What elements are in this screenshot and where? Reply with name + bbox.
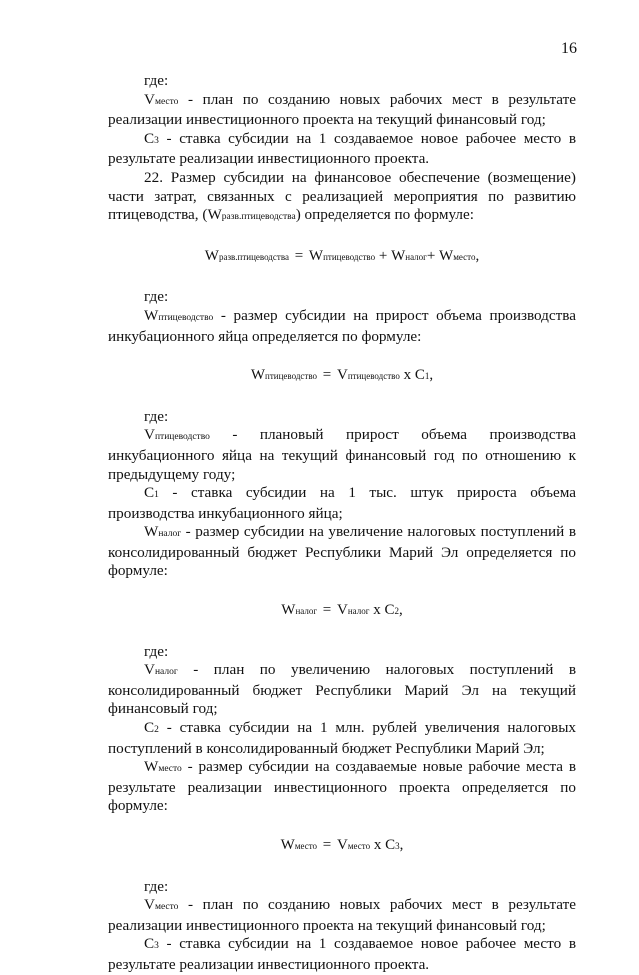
formula-term: W (281, 602, 296, 619)
formula-subscript: птицеводство (347, 371, 400, 382)
symbol-subscript: птицеводство (154, 432, 210, 443)
formula-subscript: 1 (424, 371, 430, 382)
symbol: C (144, 484, 155, 502)
symbol: V (144, 90, 155, 108)
formula-punct: , (429, 367, 434, 384)
formula-subscript: место (453, 251, 476, 262)
formula-operator: = (319, 367, 336, 384)
formula-term: V (337, 367, 348, 384)
definition-text: - ставка субсидии на 1 создаваемое новое рабочее место в результате реализации инвестиционного проекта. (108, 935, 576, 973)
definition-v-mesto-2 (108, 896, 576, 935)
symbol-subscript: налог (158, 529, 182, 540)
symbol-subscript: птицеводство (158, 312, 214, 323)
formula-subscript: птицеводство (323, 251, 376, 262)
definition-w-ptitsevodstvo (108, 307, 576, 346)
formula-operator: x (369, 602, 385, 619)
symbol: W (144, 758, 159, 776)
formula-operator: x (370, 837, 386, 853)
where-label: где: (144, 72, 169, 89)
formula-term: C (384, 602, 395, 619)
definition-c3 (108, 130, 576, 169)
formula-operator: x (399, 367, 415, 384)
formula-term: W (204, 247, 219, 264)
definition-w-mesto (108, 758, 576, 816)
symbol: C (144, 129, 155, 147)
formula-operator: + (375, 247, 392, 264)
formula-term: C (414, 367, 425, 384)
symbol-subscript: 1 (154, 490, 159, 501)
symbol: V (144, 896, 155, 914)
formula-term: V (337, 837, 348, 853)
formula-operator: = (319, 602, 336, 619)
formula-subscript: разв.птицеводства (218, 251, 289, 262)
symbol-subscript: налог (154, 667, 178, 678)
formula-operator: = (319, 837, 336, 853)
clause-22 (108, 169, 576, 227)
formula-w-ptitsevodstvo (108, 366, 576, 386)
symbol: C (144, 719, 155, 737)
symbol-subscript: место (154, 902, 179, 913)
definition-c2 (108, 719, 576, 758)
formula-subscript: место (294, 841, 318, 851)
document-body (108, 72, 576, 975)
formula-term: C (385, 837, 396, 853)
symbol-subscript: разв.птицеводства (221, 212, 296, 223)
where-label: где: (144, 877, 169, 895)
definition-text: - ставка субсидии на 1 создаваемое новое рабочее место в результате реализации инвестиционного проекта. (108, 129, 576, 168)
definition-w-nalog (108, 523, 576, 581)
definition-text: - план по увеличению налоговых поступлений в консолидированный бюджет Республики Марий Эл на текущий финансовый год; (108, 661, 576, 718)
definition-v-ptitsevodstvo (108, 426, 576, 484)
formula-w-nalog (108, 601, 576, 621)
formula-subscript: 2 (394, 606, 399, 617)
formula-operator: = (290, 247, 307, 264)
formula-subscript: налог (295, 606, 318, 617)
symbol: W (144, 523, 159, 541)
definition-text: - размер субсидии на увеличение налоговых поступлений в консолидированный бюджет Республики Марий Эл определяется по формуле: (108, 523, 576, 580)
definition-text: - плановый прирост объема производства инкубационного яйца на текущий финансовый год по отношению к предыдущему году; (108, 426, 576, 483)
definition-text: - ставка субсидии на 1 тыс. штук прироста объема производства инкубационного яйца; (108, 484, 576, 522)
where-label: где: (144, 407, 169, 425)
formula-w-mesto (108, 836, 576, 856)
clause-text: ) определяется по формуле: (295, 206, 474, 224)
where-label: где: (144, 288, 169, 306)
formula-term: W (250, 367, 266, 384)
definition-text: - план по созданию новых рабочих мест в результате реализации инвестиционного проекта на текущий финансовый год; (108, 90, 576, 129)
symbol-subscript: место (154, 96, 179, 107)
page-number: 16 (561, 40, 577, 57)
symbol: V (144, 426, 155, 444)
symbol-subscript: 3 (154, 135, 159, 146)
formula-term: V (337, 602, 348, 619)
formula-subscript: налог (405, 251, 427, 262)
definition-text: - план по созданию новых рабочих мест в результате реализации инвестиционного проекта на текущий финансовый год; (108, 896, 576, 934)
definition-v-mesto (108, 91, 576, 130)
formula-punct: , (475, 247, 480, 264)
formula-term: W (308, 247, 324, 264)
formula-operator: + (426, 247, 440, 264)
definition-v-nalog (108, 661, 576, 719)
where-label: где: (144, 642, 169, 660)
symbol: W (144, 306, 159, 324)
definition-text: - ставка субсидии на 1 млн. рублей увеличения налоговых поступлений в консолидированный бюджет Республики Марий Эл; (108, 719, 576, 757)
formula-term: W (280, 837, 295, 853)
clause-text: 22. Размер субсидии на финансовое обеспечение (возмещение) части затрат, связанных с реализацией мероприятия по развитию птицеводства, (W (108, 168, 576, 224)
symbol: V (144, 661, 155, 679)
formula-subscript: 3 (395, 841, 400, 851)
symbol-subscript: 2 (154, 725, 159, 736)
definition-text: - размер субсидии на создаваемые новые рабочие места в результате реализации инвестиционного проекта определяется по формуле: (108, 758, 576, 815)
formula-punct: , (399, 837, 404, 853)
formula-term: W (391, 247, 406, 264)
symbol-subscript: 3 (154, 941, 159, 952)
definition-c3-2 (108, 935, 576, 974)
formula-punct: , (398, 602, 403, 619)
formula-w-razv (108, 247, 576, 267)
symbol-subscript: место (158, 764, 182, 775)
formula-subscript: место (347, 841, 371, 851)
definition-text: - размер субсидии на прирост объема производства инкубационного яйца определяется по формуле: (108, 306, 576, 345)
formula-subscript: птицеводство (265, 371, 318, 382)
symbol: C (144, 935, 155, 953)
formula-term: W (439, 247, 454, 264)
formula-subscript: налог (347, 606, 370, 617)
definition-c1 (108, 484, 576, 523)
